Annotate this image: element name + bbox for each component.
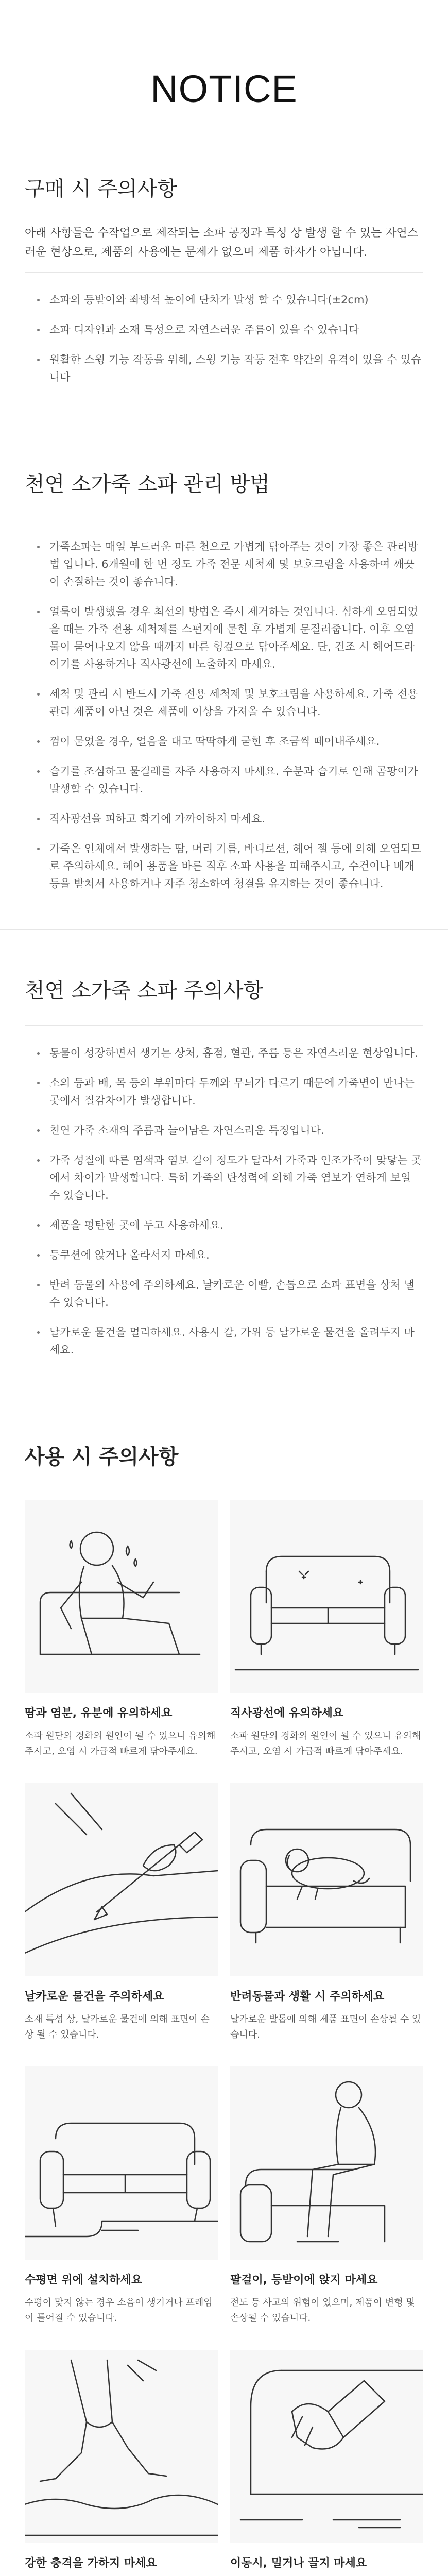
caution-heading: 천연 소가죽 소파 주의사항 bbox=[25, 979, 264, 1003]
card-desc: 전도 등 사고의 위험이 있으며, 제품이 변형 및 손상될 수 있습니다. bbox=[230, 2297, 415, 2324]
dragging-sofa-illustration bbox=[230, 2350, 423, 2543]
card-title: 강한 충격을 가하지 마세요 bbox=[25, 2557, 157, 2570]
usage-grid bbox=[25, 1500, 423, 2576]
card-title: 날카로운 물건을 주의하세요 bbox=[25, 1990, 164, 2003]
list-item: 소파의 등받이와 좌방석 높이에 단차가 발생 할 수 있습니다(±2cm) bbox=[36, 291, 423, 309]
usage-card bbox=[25, 2066, 218, 2326]
purchase-heading: 구매 시 주의사항 bbox=[25, 177, 177, 201]
usage-heading: 사용 시 주의사항 bbox=[25, 1445, 179, 1469]
dog-on-sofa-illustration bbox=[230, 1783, 423, 1976]
uneven-floor-illustration bbox=[25, 2066, 218, 2260]
sitting-on-backrest-illustration bbox=[230, 2066, 423, 2260]
list-item: 등쿠션에 앉거나 올라서지 마세요. bbox=[36, 1246, 423, 1264]
page-title: NOTICE bbox=[150, 67, 298, 110]
list-item: 가죽 성질에 따른 염색과 염보 길이 정도가 달라서 가죽과 인조가죽이 맞닿는 곳에서 차이가 발생합니다. 특히 가죽의 탄성력에 의해 가죽 염보가 연하게 보일 수 있습니다. bbox=[36, 1151, 423, 1204]
list-item: 세척 및 관리 시 반드시 가죽 전용 세척제 및 보호크림을 사용하세요. 가죽 전용 관리 제품이 아닌 것은 제품에 이상을 가져올 수 있습니다. bbox=[36, 685, 423, 720]
usage-card bbox=[230, 2066, 423, 2326]
card-title: 반려동물과 생활 시 주의하세요 bbox=[230, 1990, 385, 2003]
purchase-intro: 아래 사항들은 수작업으로 제작되는 소파 공정과 특성 상 발생 할 수 있는 자연스러운 현상으로, 제품의 사용에는 문제가 없으며 제품 하자가 아닙니다. bbox=[25, 227, 418, 259]
list-item: 반려 동물의 사용에 주의하세요. 날카로운 이빨, 손톱으로 소파 표면을 상처 낼 수 있습니다. bbox=[36, 1276, 423, 1311]
divider bbox=[25, 1025, 423, 1026]
card-desc: 소재 특성 상, 날카로운 물건에 의해 표면이 손상 될 수 있습니다. bbox=[25, 2014, 210, 2040]
list-item: 가죽소파는 매일 부드러운 마른 천으로 가볍게 닦아주는 것이 가장 좋은 관리방법 입니다. 6개월에 한 번 정도 가죽 전문 세척제 및 보호크림을 사용하여 깨끗이 손질하는 것이 좋습니다. bbox=[36, 538, 423, 590]
card-title: 직사광선에 유의하세요 bbox=[230, 1707, 344, 1720]
caution-list bbox=[25, 1044, 423, 1359]
purchase-section bbox=[25, 173, 423, 386]
list-item: 직사광선을 피하고 화기에 가까이하지 마세요. bbox=[36, 810, 423, 827]
list-item: 소파 디자인과 소재 특성으로 자연스러운 주름이 있을 수 있습니다 bbox=[36, 321, 423, 338]
knife-cutting-illustration bbox=[25, 1783, 218, 1976]
list-item: 동물이 성장하면서 생기는 상처, 흉점, 혈관, 주름 등은 자연스러운 현상입니다. bbox=[36, 1044, 423, 1062]
card-title: 팔걸이, 등받이에 앉지 마세요 bbox=[230, 2274, 378, 2286]
list-item: 껌이 묻었을 경우, 얼음을 대고 딱딱하게 굳힌 후 조금씩 떼어내주세요. bbox=[36, 733, 423, 750]
usage-section bbox=[25, 1440, 423, 2576]
list-item: 소의 등과 배, 목 등의 부위마다 두께와 무늬가 다르기 때문에 가죽면이 만나는 곳에서 질감차이가 발생합니다. bbox=[36, 1074, 423, 1109]
purchase-list bbox=[25, 291, 423, 386]
care-heading: 천연 소가죽 소파 관리 방법 bbox=[25, 472, 270, 496]
list-item: 원활한 스윙 기능 작동을 위해, 스윙 기능 작동 전후 약간의 유격이 있을 수 있습니다 bbox=[36, 351, 423, 386]
caution-section bbox=[25, 974, 423, 1359]
care-section bbox=[25, 468, 423, 892]
sweat-person-illustration bbox=[25, 1500, 218, 1693]
usage-card bbox=[230, 1783, 423, 2043]
card-desc: 소파 원단의 경화의 원인이 될 수 있으니 유의해주시고, 오염 시 가급적 빠르게 닦아주세요. bbox=[230, 1731, 421, 1757]
usage-card bbox=[25, 1500, 218, 1759]
list-item: 얼룩이 발생했을 경우 최선의 방법은 즉시 제거하는 것입니다. 심하게 오염되었을 때는 가죽 전용 세척제를 스펀지에 묻힌 후 가볍게 문질러줍니다. 이후 오염물이 묻어나오지 않을 때까지 마른 헝겊으로 닦아주세요. 단, 건조 시 헤어드라이기를 사용하거나 직사광선에 노출하지 마세요. bbox=[36, 603, 423, 673]
card-desc: 날카로운 발톱에 의해 제품 표면이 손상될 수 있습니다. bbox=[230, 2014, 421, 2040]
section-divider bbox=[0, 929, 448, 930]
list-item: 천연 가죽 소재의 주름과 늘어남은 자연스러운 특징입니다. bbox=[36, 1122, 423, 1139]
list-item: 습기를 조심하고 물걸레를 자주 사용하지 마세요. 수분과 습기로 인해 곰팡이가 발생할 수 있습니다. bbox=[36, 762, 423, 798]
list-item: 제품을 평탄한 곳에 두고 사용하세요. bbox=[36, 1216, 423, 1234]
usage-card bbox=[230, 2350, 423, 2576]
usage-card bbox=[25, 2350, 218, 2576]
divider bbox=[25, 272, 423, 273]
sunlight-sofa-illustration bbox=[230, 1500, 423, 1693]
list-item: 가죽은 인체에서 발생하는 땀, 머리 기름, 바디로션, 헤어 젤 등에 의해 오염되므로 주의하세요. 헤어 용품을 바른 직후 소파 사용을 피해주시고, 수건이나 베개 등을 받쳐서 사용하거나 자주 청소하여 청결을 유지하는 것이 좋습니다. bbox=[36, 840, 423, 892]
usage-card bbox=[25, 1783, 218, 2043]
list-item: 날카로운 물건을 멀리하세요. 사용시 칼, 가위 등 날카로운 물건을 올려두지 마세요. bbox=[36, 1324, 423, 1359]
card-title: 수평면 위에 설치하세요 bbox=[25, 2274, 142, 2286]
card-desc: 소파 원단의 경화의 원인이 될 수 있으니 유의해주시고, 오염 시 가급적 빠르게 닦아주세요. bbox=[25, 1731, 216, 1757]
card-title: 땀과 염분, 유분에 유의하세요 bbox=[25, 1707, 173, 1720]
card-title: 이동시, 밀거나 끌지 마세요 bbox=[230, 2557, 367, 2570]
usage-card bbox=[230, 1500, 423, 1759]
card-desc: 수평이 맞지 않는 경우 소음이 생기거나 프레임이 틀어질 수 있습니다. bbox=[25, 2297, 213, 2324]
jumping-illustration bbox=[25, 2350, 218, 2543]
care-list bbox=[25, 538, 423, 892]
